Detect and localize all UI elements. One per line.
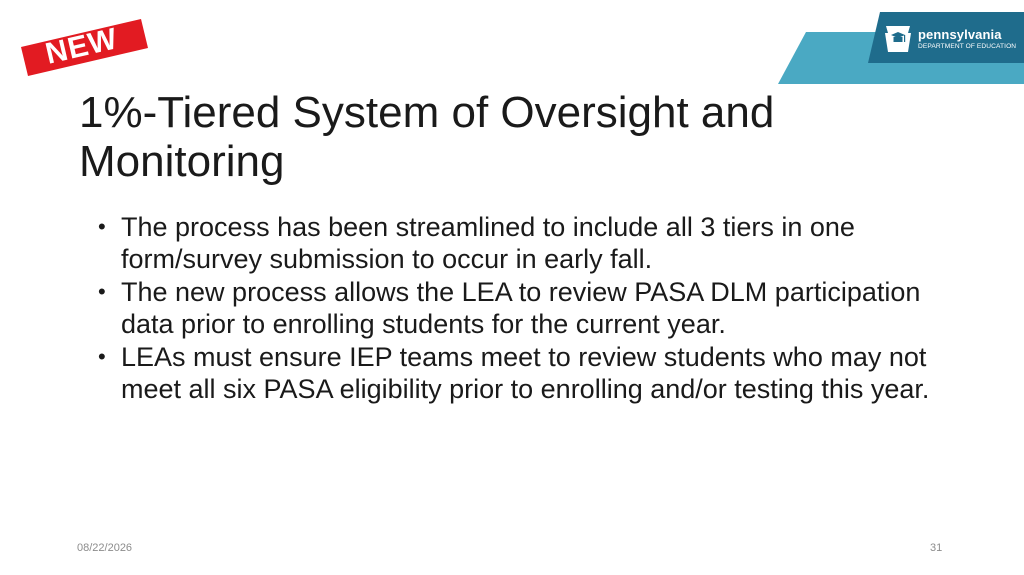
bullet-text: The process has been streamlined to include all 3 tiers in one form/survey submission to occur in early fall. [121, 212, 855, 274]
bullet-icon: • [98, 279, 106, 304]
logo-department: DEPARTMENT OF EDUCATION [918, 42, 1017, 50]
bullet-text: The new process allows the LEA to review PASA DLM participation data prior to enrolling students for the current year. [121, 277, 921, 339]
logo-name: pennsylvania [918, 26, 1002, 42]
keystone-icon [883, 23, 913, 55]
list-item [98, 276, 948, 340]
page-number: 31 [930, 542, 943, 554]
bullet-icon: • [98, 214, 106, 239]
bullet-list [98, 211, 948, 406]
bullet-text: LEAs must ensure IEP teams meet to review students who may not meet all six PASA eligibility prior to enrolling and/or testing this year. [121, 342, 930, 404]
new-badge-text: NEW [42, 22, 121, 71]
new-badge [19, 17, 149, 77]
bullet-icon: • [98, 344, 106, 369]
pennsylvania-logo [883, 20, 1015, 58]
list-item [98, 211, 948, 275]
list-item [98, 341, 948, 405]
slide-title: 1%-Tiered System of Oversight and Monitoring [79, 88, 775, 186]
new-badge-graphic [19, 17, 149, 77]
footer-date: 08/22/2026 [77, 542, 133, 554]
